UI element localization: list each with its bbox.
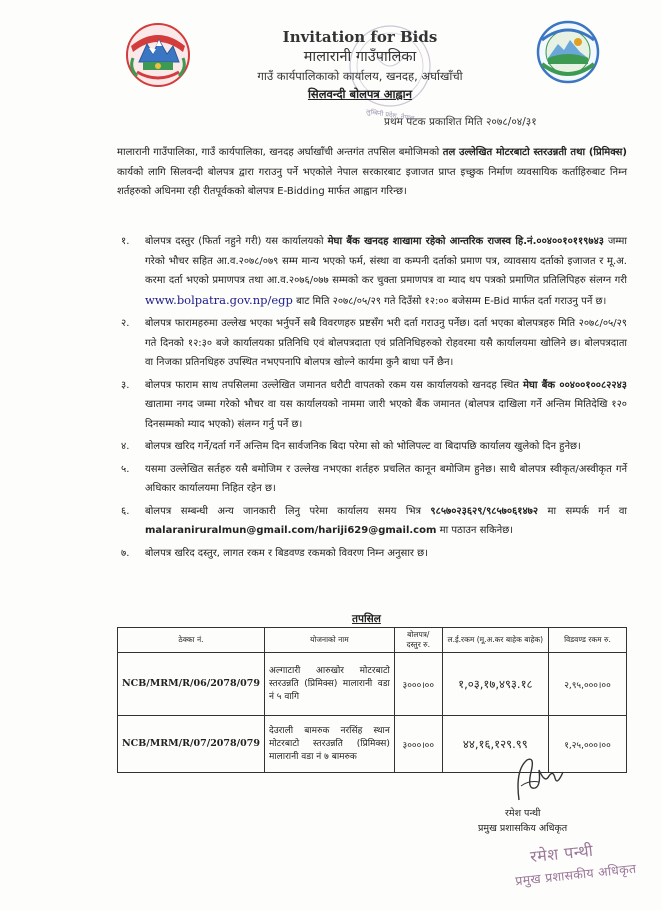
item-text: बोलपत्र सम्बन्धी अन्य जानकारी लिनु परेमा कार्यालय समय भित्र (145, 505, 431, 517)
bid-fee: ३०००।०० (394, 653, 442, 716)
stamp-text: लुम्बिनी प्रदेश, नेपाल (365, 107, 415, 123)
intro-text-1: मालारानी गाउँपालिका, गाउँ कार्यपालिका, खनदह अर्घाखाँची अन्तगंत तपसिल बमोजिमको (117, 147, 443, 158)
project-name: देउराली बामरुक नरसिंह स्थान मोटरबाटो स्तरउन्नति (प्रिमिक्स) मालारानी वडा नं ७ बामरुक (264, 716, 394, 773)
cost-estimate: १,०३,१७,४९३.१८ (442, 653, 548, 716)
condition-item (117, 437, 627, 457)
condition-item (117, 376, 627, 435)
item-number: ३. (121, 379, 130, 391)
contract-number: NCB/MRM/R/07/2078/079 (118, 716, 265, 773)
intro-bold: तल उल्लेखित मोटरबाटो स्तरउन्नती तथा (प्रिमिक्स) (442, 147, 627, 158)
item-text: मा पठाउन सकिनेछ। (436, 525, 514, 536)
bid-bond: १,२५,०००।०० (548, 716, 626, 773)
conditions-list (117, 232, 627, 566)
bid-fee: ३०००।०० (394, 716, 442, 773)
table-title: तपसिल (352, 613, 381, 625)
item-text: बोलपत्र खरिद गर्ने/दर्ता गर्ने अन्तिम दिन सार्वजनिक बिदा परेमा सो को भोलिपल्ट वा बिदापछि कार्यालय खुलेको दिन हुनेछ। (145, 441, 581, 452)
header (180, 28, 540, 103)
seal-stamp-title: प्रमुख प्रशासकीय अधिकृत (514, 860, 638, 889)
municipality-logo (536, 20, 600, 84)
office-name: गाउँ कार्यपालिकाको कार्यालय, खनदह, अर्घाखाँची (257, 69, 463, 83)
column-header: ल.ई.रकम (मू.अ.कर बाहेक बाहेक) (442, 628, 548, 653)
item-text: खातामा नगद जम्मा गरेको भौचर वा यस कार्यालयको नाममा जारी भएको बैंक जमानत (बोलपत्र दाखिला गर्ने अन्तिम मितिदेखि १२० दिनसम्मको म्याद भएको) संलग्न गर्नु पर्ने छ। (145, 399, 627, 430)
item-number: ६. (121, 505, 130, 517)
item-text: बोलपत्र फारामहरुमा उल्लेख भएका भर्नुपर्ने सबै विवरणहरु प्रष्टसँग भरी दर्ता गराउनु पर्नेछ। दर्ता भएका बोलपत्रहरु मिति २०७८/०५/२९ गते दिनको १२:३० बजे कार्यालयका प्रतिनिधि एवं बोलपत्रदाता एवं प्रतिनिधिहरुको रोहवरमा यसै कार्यालयमा खोलिने छ। बोलपत्रदाता वा निजका प्रतिनधिहरु उपस्थित नभएपनापि बोलपत्र खोल्ने कार्यमा कुनै बाधा पर्ने छैन। (145, 318, 627, 368)
cost-estimate: ४४,१६,१२९.९९ (442, 716, 548, 773)
municipality-name: मालारानी गाउँपालिका (303, 49, 417, 65)
bid-bond: २,९५,०००।०० (548, 653, 626, 716)
bolpatra-link[interactable]: www.bolpatra.gov.np/egp (145, 292, 293, 307)
notice-heading: सिलवन्दी बोलपत्र आह्वान (307, 87, 413, 101)
contract-number: NCB/MRM/R/06/2078/079 (118, 653, 265, 716)
doc-title: Invitation for Bids (282, 28, 438, 46)
intro-paragraph (117, 143, 627, 202)
item-bold: ९८५७०२३६२९/९८५७०६१४७२ (430, 505, 539, 517)
seal-stamp-name: रमेश पन्थी (529, 840, 595, 867)
contact-email[interactable]: malaraniruralmun@gmail.com/hariji629@gmail.com (145, 525, 437, 536)
item-number: ७. (121, 547, 130, 559)
signatory-name: रमेश पन्थी (505, 808, 541, 819)
column-header: विडवण्ड रकम रु. (548, 628, 626, 653)
condition-item (117, 460, 627, 499)
item-text: यसमा उल्लेखित सर्तहरु यसै बमोजिम र उल्लेख नभएका शर्तहरु प्रचलित कानून बमोजिम हुनेछ। साथै बोलपत्र स्वीकृत/अस्वीकृत गर्ने अधिकार कार्यालयमा निहित रहेन छ। (145, 463, 627, 494)
item-text: बोलपत्र खरिद दस्तुर, लागत रकम र बिडवण्ड रकमको विवरण निम्न अनुसार छ। (145, 547, 428, 559)
condition-item (117, 314, 627, 373)
item-text: बोलपत्र फाराम साथ तपसिलमा उल्लेखित जमानत धरौटी वापतको रकम यस कार्यालयको खनदह स्थित (145, 379, 523, 391)
item-number: ५. (121, 463, 130, 475)
item-number: ४. (121, 441, 130, 452)
item-bold: मेघा बैंक ००४००१००८२२४३ (522, 379, 627, 391)
column-header: बोलपत्र/ दस्तुर रु. (394, 628, 442, 653)
item-number: १. (121, 236, 130, 247)
publication-date: प्रथम पटक प्रकाशित मिति २०७८/०४/३१ (384, 116, 537, 128)
project-name: अल्गाटारी आरुखोर मोटरबाटो स्तरउन्नति (प्रिमिक्स) मालारानी वडा नं ५ वागि (264, 653, 394, 716)
item-text: बाट मिति २०७८/०५/२९ गते दिउँसो १२:०० बजेसम्म E-Bid मार्फत दर्ता गराउनु पर्ने छ। (292, 295, 607, 307)
item-bold: मेघा बैंक खनदह शाखामा रहेको आन्तरिक राजस्व हि.नं.००४००१०११९७४३ (327, 236, 604, 247)
item-number: २. (121, 318, 130, 329)
condition-item (117, 232, 627, 311)
signatory-title: प्रमुख प्रशासकिय अधिकृत (478, 823, 568, 834)
intro-text-2: कार्यको लागि सिलवन्दी बोलपत्र द्वारा गराउनु पर्ने भएकोले नेपाल सरकारबाट इजाजत प्राप्त इच्छुक निर्माण व्यवसायिक कर्ताहिरुबाट निम्न शर्तहरुको अधिनमा रही रीतपूर्वकको बोलपत्र E-Bidding मार्फत आह्वान गरिन्छ। (117, 166, 627, 197)
column-header: योजनाको नाम (264, 628, 394, 653)
table-row (118, 653, 627, 716)
item-text: मा सम्पर्क गर्न वा (538, 505, 627, 517)
table-header-row (118, 628, 627, 653)
column-header: ठेक्का नं. (118, 628, 265, 653)
condition-item (117, 502, 627, 541)
condition-item (117, 544, 627, 564)
item-text: बोलपत्र दस्तुर (फिर्ता नहुने गरी) यस कार्यालयको (145, 236, 328, 247)
item-text: जम्मा गरेको भौचर सहित आ.व.२०७८/०७९ सम्म मान्य भएको फर्म, संस्था वा कम्पनी दर्ताको प्रमाण पत्र, व्यावसाय दर्ताको इजाजत र मू.अ. करमा दर्ता भएको प्रमाणपत्र तथा आ.व.२०७६/०७७ सम्मको कर चुक्ता प्रमाणपत्र वा म्याद थप पत्रको प्रमाणित प्रतिलिपिहरु संलग्न गरी (145, 236, 627, 286)
